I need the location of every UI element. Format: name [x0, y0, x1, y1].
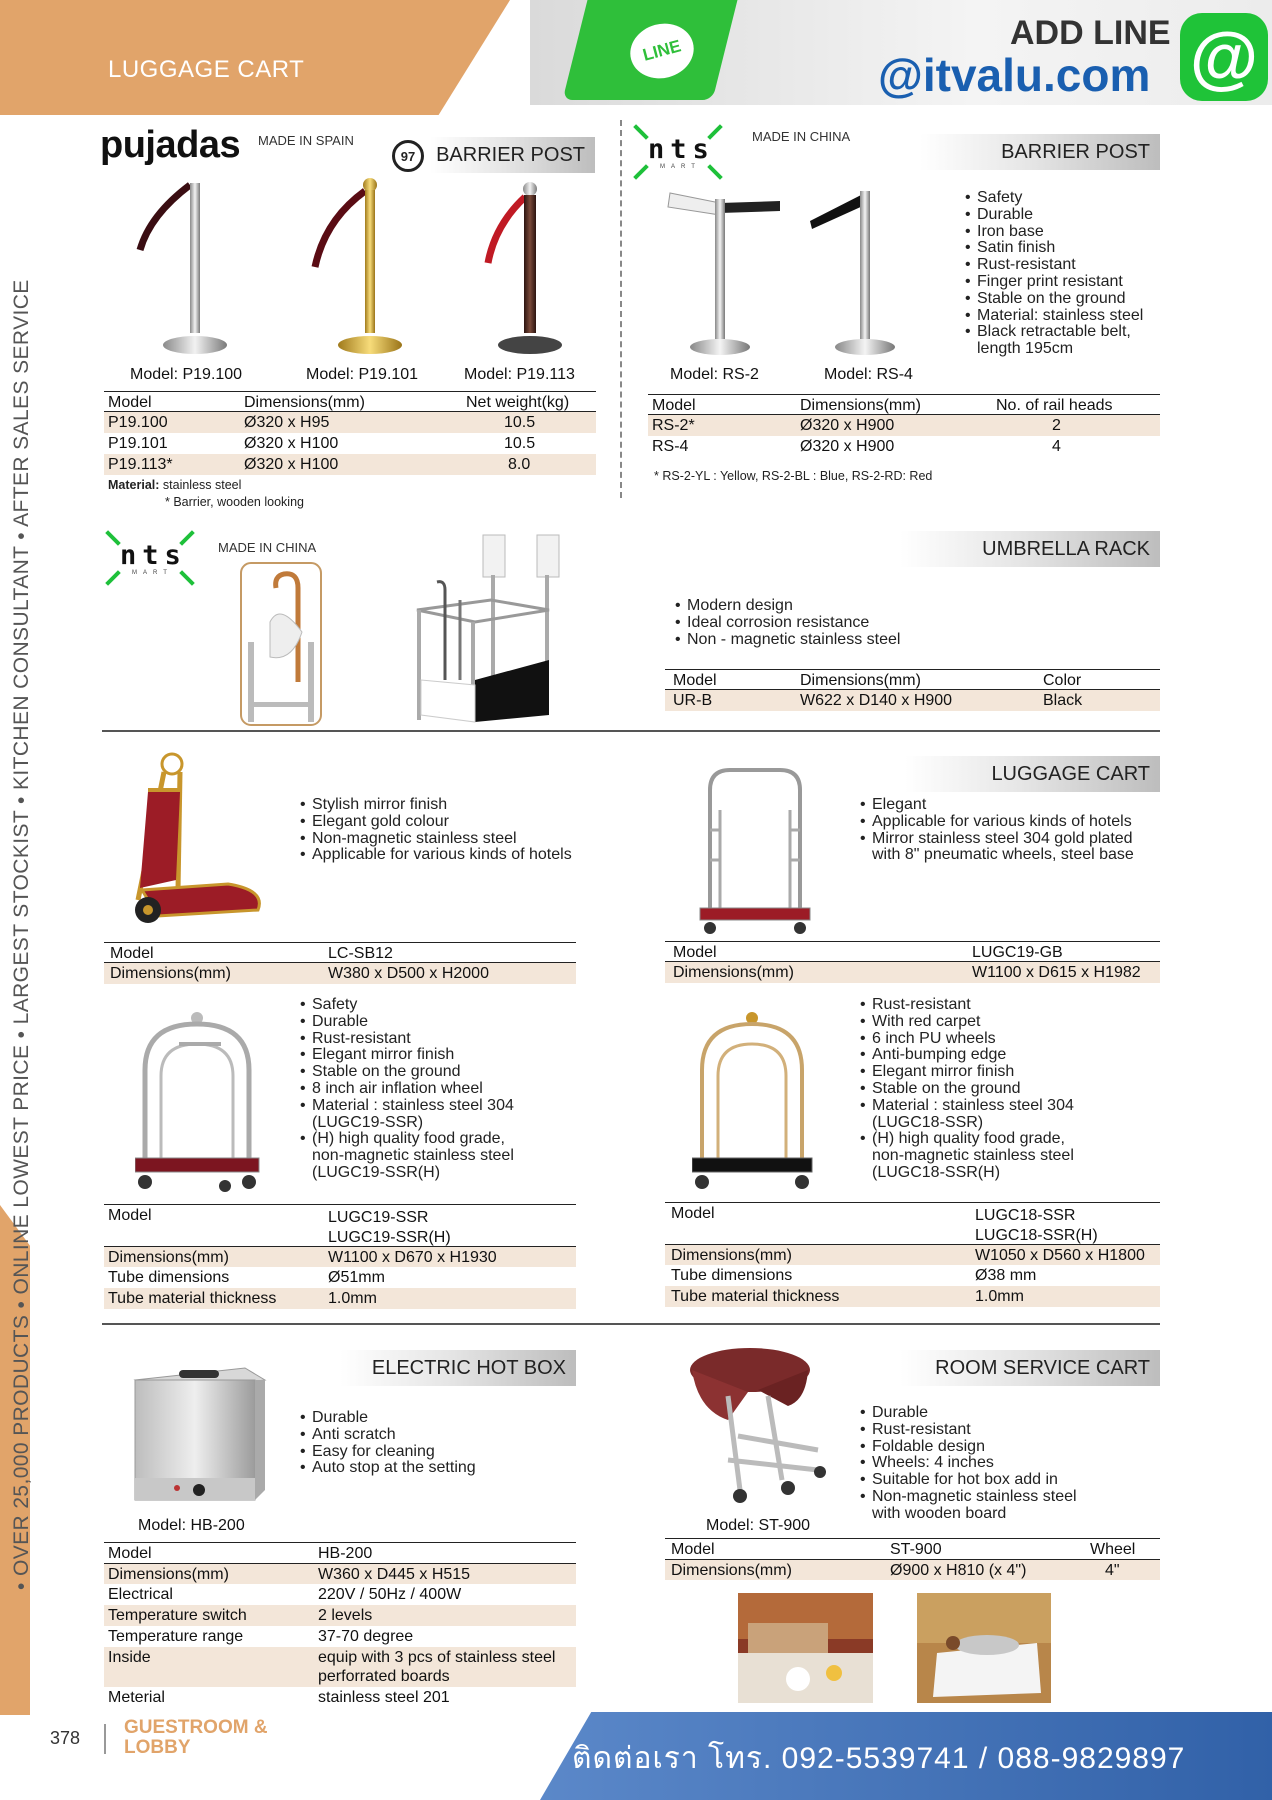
model-caption: Model: RS-2 [670, 366, 759, 383]
table-cell: W360 x D445 x H515 [318, 1566, 471, 1583]
made-in-label: MADE IN CHINA [218, 540, 317, 555]
table-cell: UR-B [673, 692, 713, 709]
gold-luggage-trolley-image [118, 750, 268, 928]
feature-item: • Applicable for various kinds of hotels [300, 847, 572, 864]
table-cell: Ø320 x H100 [244, 456, 339, 473]
feature-item: • Elegant gold colour [300, 814, 572, 831]
feature-item: • Durable [860, 1405, 1077, 1422]
table-cell: Ø38 mm [975, 1267, 1037, 1284]
feature-item-continued: length 195cm [977, 340, 1074, 358]
table-cell: RS-4 [652, 438, 689, 455]
column-header: ST-900 [890, 1541, 942, 1558]
table-cell: 10.5 [504, 435, 536, 452]
column-header: Model [671, 1541, 715, 1558]
table-row [665, 690, 1160, 711]
feature-item: • Suitable for hot box add in [860, 1472, 1077, 1489]
table-row [104, 1605, 576, 1626]
spec-table-nts [648, 394, 1160, 457]
feature-item: • Iron base [965, 224, 1143, 241]
feature-item: • Non-magnetic stainless steel [860, 1489, 1077, 1506]
features-list [860, 1405, 1077, 1523]
features-list [860, 797, 1134, 864]
features-list [300, 797, 572, 864]
feature-item: • (H) high quality food grade, [300, 1131, 514, 1148]
table-cell: HB-200 [318, 1545, 373, 1562]
heading-room-service-cart: ROOM SERVICE CART [900, 1350, 1160, 1386]
table-cell: Ø51mm [328, 1269, 385, 1286]
feature-item: • Stable on the ground [965, 291, 1143, 308]
table-cell: 220V / 50Hz / 400W [318, 1586, 462, 1603]
table-cell: Dimensions(mm) [108, 1249, 229, 1266]
feature-item: • Finger print resistant [965, 274, 1143, 291]
model-caption: Model: HB-200 [138, 1517, 245, 1534]
table-header-row [665, 1538, 1160, 1559]
heading-umbrella-rack: UMBRELLA RACK [900, 531, 1160, 567]
spec-table-lugc19-ssr [104, 1204, 576, 1309]
features-list [675, 598, 900, 648]
feature-item: • Safety [300, 997, 514, 1014]
footer-section [124, 1718, 268, 1758]
model-caption: Model: P19.100 [130, 366, 243, 383]
feature-item: • Rust-resistant [300, 1031, 514, 1048]
feature-item: • Material: stainless steel [965, 308, 1143, 325]
feature-item: • Material : stainless steel 304 [860, 1098, 1074, 1115]
contact-phone[interactable]: ติดต่อเรา โทร. 092-5539741 / 088-9829897 [572, 1742, 1186, 1775]
table-cell: Dimensions(mm) [671, 1562, 792, 1579]
electric-hot-box-image [125, 1360, 275, 1510]
nts-logo-text: nts [120, 540, 187, 571]
feature-item: • Durable [300, 1410, 476, 1427]
table-cell: Dimensions(mm) [671, 1247, 792, 1264]
feature-item: • Applicable for various kinds of hotels [860, 814, 1134, 831]
footer-section-line: GUESTROOM & [124, 1717, 268, 1738]
table-cell: LUGC18-SSR [975, 1207, 1076, 1224]
feature-item: • Rust-resistant [860, 997, 1074, 1014]
line-id[interactable]: @itvalu.com [878, 49, 1151, 101]
feature-item: • Rust-resistant [860, 1422, 1077, 1439]
retractable-posts-image [660, 185, 920, 360]
birdcage-cart-silver-image [135, 1010, 270, 1195]
table-cell: LUGC18-SSR(H) [975, 1227, 1098, 1244]
table-row [104, 1647, 576, 1687]
section-divider [102, 730, 1160, 732]
table-cell: P19.100 [108, 414, 168, 431]
table-row [104, 1542, 576, 1563]
divider [620, 120, 622, 498]
model-caption: Model: P19.101 [306, 366, 419, 383]
column-header: Model [652, 397, 696, 414]
model-caption: Model: ST-900 [706, 1517, 811, 1534]
feature-item: • Non-magnetic stainless steel [300, 831, 572, 848]
feature-item: • Stylish mirror finish [300, 797, 572, 814]
page-number: 378 [50, 1728, 81, 1748]
feature-item: • Black retractable belt, [965, 324, 1143, 341]
table-row [104, 963, 576, 984]
features-list [300, 1410, 476, 1477]
umbrella-detail-image [240, 562, 322, 726]
table-header-row [648, 394, 1160, 415]
table-cell: Model [108, 1207, 152, 1224]
table-cell: 10.5 [504, 414, 536, 431]
model-caption: Model: P19.113 [464, 366, 575, 383]
spec-table-hot-box [104, 1542, 576, 1708]
spec-table-lugc18-ssr [665, 1202, 1160, 1307]
feature-item: • 8 inch air inflation wheel [300, 1081, 514, 1098]
table-cell: Model [673, 944, 717, 961]
table-cell: Electrical [108, 1586, 173, 1603]
table-row [665, 962, 1160, 983]
barrier-posts-image [110, 175, 600, 360]
room-photo-2 [917, 1593, 1051, 1703]
table-cell: Ø320 x H100 [244, 435, 339, 452]
feature-item: • Wheels: 4 inches [860, 1455, 1077, 1472]
table-row [104, 1687, 576, 1708]
column-header: Dimensions(mm) [800, 397, 921, 414]
column-header: Net weight(kg) [466, 394, 570, 411]
spec-table-room-service [665, 1538, 1160, 1580]
table-row [104, 454, 596, 475]
umbrella-rack-image [415, 530, 565, 725]
spec-table-lugc19-gb [665, 941, 1160, 983]
table-cell: Black [1043, 692, 1083, 709]
table-cell: LC-SB12 [328, 945, 393, 962]
column-header: Color [1043, 672, 1082, 689]
table-cell: 1.0mm [328, 1290, 377, 1307]
table-header-row [104, 391, 596, 412]
nts-logo-sub: MART [132, 570, 173, 576]
feature-item: • Stable on the ground [300, 1064, 514, 1081]
feature-item: • Safety [965, 190, 1143, 207]
feature-item: • Mirror stainless steel 304 gold plated [860, 831, 1134, 848]
column-header: Dimensions(mm) [800, 672, 921, 689]
table-cell: Temperature range [108, 1628, 244, 1645]
nts-logo [632, 124, 724, 174]
table-row [665, 1265, 1160, 1286]
table-cell: 37-70 degree [318, 1628, 414, 1645]
heading-luggage-cart: LUGGAGE CART [905, 756, 1160, 792]
feature-item: • Elegant mirror finish [860, 1064, 1074, 1081]
table-cell: 2 [1052, 417, 1061, 434]
table-cell: Temperature switch [108, 1607, 247, 1624]
table-row [104, 1288, 576, 1309]
table-cell: Inside [108, 1649, 151, 1666]
feature-item: • With red carpet [860, 1014, 1074, 1031]
table-cell: RS-2* [652, 417, 695, 434]
heading-barrier-post: BARRIER POST [430, 137, 595, 173]
room-service-cart-image [688, 1340, 838, 1515]
table-row [104, 433, 596, 454]
feature-item: • Auto stop at the setting [300, 1460, 476, 1477]
table-cell: Tube material thickness [108, 1290, 277, 1307]
feature-item: • Material : stainless steel 304 [300, 1098, 514, 1115]
table-cell: stainless steel 201 [318, 1689, 450, 1706]
table-cell: Tube material thickness [671, 1288, 840, 1305]
column-header: No. of rail heads [996, 397, 1113, 414]
table-row [665, 1244, 1160, 1265]
feature-item-continued: (LUGC18-SSR) [872, 1113, 984, 1131]
add-line-text: ADD LINE [1010, 14, 1171, 52]
features-list [965, 190, 1143, 358]
feature-item: • Durable [300, 1014, 514, 1031]
table-row [648, 415, 1160, 436]
table-row [104, 1246, 576, 1267]
feature-item-continued: with wooden board [872, 1504, 1007, 1522]
table-row [665, 1559, 1160, 1580]
table-cell: Model [671, 1205, 715, 1222]
feature-item: • Elegant [860, 797, 1134, 814]
room-photo-1 [738, 1593, 873, 1703]
table-cell: W380 x D500 x H2000 [328, 965, 489, 982]
table-header-row [665, 669, 1160, 690]
column-header: Wheel [1090, 1541, 1136, 1558]
nts-logo-text: nts [648, 134, 715, 165]
feature-item-continued: (LUGC19-SSR) [312, 1113, 424, 1131]
table-cell: Ø320 x H95 [244, 414, 330, 431]
table-model-row [665, 1202, 1160, 1244]
table-row [665, 941, 1160, 962]
spec-table-lc-sb12 [104, 942, 576, 984]
features-list [860, 997, 1074, 1182]
table-cell: 4" [1105, 1562, 1120, 1579]
column-header: Model [108, 394, 152, 411]
table-cell: Tube dimensions [671, 1267, 793, 1284]
table-cell: LUGC19-SSR [328, 1209, 429, 1226]
spec-table-pujadas [104, 391, 596, 475]
table-row [648, 436, 1160, 457]
feature-item: • Easy for cleaning [300, 1444, 476, 1461]
spec-table-umbrella [665, 669, 1160, 711]
table-cell: W1050 x D560 x H1800 [975, 1247, 1145, 1264]
page-title: LUGGAGE CART [108, 56, 305, 83]
table-cell: Model [108, 1545, 152, 1562]
table-row [104, 942, 576, 963]
heading-barrier-post: BARRIER POST [920, 134, 1160, 170]
material-label: Material: [108, 478, 160, 492]
table-cell: 1.0mm [975, 1288, 1024, 1305]
feature-item-continued: non-magnetic stainless steel [312, 1147, 514, 1165]
table-cell: W1100 x D670 x H1930 [328, 1249, 497, 1266]
pujadas-logo: pujadas [100, 124, 241, 166]
side-slogan: • OVER 25,000 PRODUCTS • ONLINE LOWEST PRICE • LARGEST STOCKIST • KITCHEN CONSULTANT • AFTER SALES SERVICE [10, 279, 33, 1590]
table-row [104, 412, 596, 433]
table-cell: Meterial [108, 1689, 165, 1706]
line-logo-icon: LINE [624, 17, 700, 86]
section-divider [102, 1323, 1160, 1325]
table-cell: Tube dimensions [108, 1269, 230, 1286]
table-row [104, 1267, 576, 1288]
table-cell: equip with 3 pcs of stainless steel [318, 1649, 556, 1666]
feature-item: • Satin finish [965, 240, 1143, 257]
table-cell: Model [110, 945, 154, 962]
feature-item-continued: (LUGC18-SSR(H) [872, 1163, 1001, 1181]
material-value: stainless steel [162, 478, 242, 492]
table-cell: 2 levels [318, 1607, 373, 1624]
feature-item: • 6 inch PU wheels [860, 1031, 1074, 1048]
nts-logo [104, 530, 196, 580]
table-cell: P19.101 [108, 435, 168, 452]
made-in-label: MADE IN SPAIN [258, 133, 354, 148]
table-cell: W622 x D140 x H900 [800, 692, 953, 709]
model-caption: Model: RS-4 [824, 366, 913, 383]
feature-item: • Foldable design [860, 1439, 1077, 1456]
heading-electric-hot-box: ELECTRIC HOT BOX [340, 1350, 576, 1386]
feature-item: • Non - magnetic stainless steel [675, 632, 900, 649]
column-header: Dimensions(mm) [244, 394, 365, 411]
footnote: * Barrier, wooden looking [165, 495, 304, 509]
table-cell: Dimensions(mm) [110, 965, 231, 982]
features-list [300, 997, 514, 1182]
feature-item: • Stable on the ground [860, 1081, 1074, 1098]
table-cell: LUGC19-SSR(H) [328, 1229, 451, 1246]
feature-item: • (H) high quality food grade, [860, 1131, 1074, 1148]
table-cell: perforrated boards [318, 1668, 450, 1685]
table-cell: 4 [1052, 438, 1061, 455]
table-cell: Dimensions(mm) [108, 1566, 229, 1583]
footer-separator [104, 1724, 106, 1754]
table-cell: Ø900 x H810 (x 4") [890, 1562, 1027, 1579]
feature-item: • Anti scratch [300, 1427, 476, 1444]
table-row [104, 1626, 576, 1647]
birdcage-cart-gold-image [692, 1010, 822, 1195]
footer-section-line: LOBBY [124, 1737, 191, 1758]
footnote: * RS-2-YL : Yellow, RS-2-BL : Blue, RS-2-RD: Red [654, 469, 933, 483]
feature-item-continued: (LUGC19-SSR(H) [312, 1163, 441, 1181]
table-cell: Dimensions(mm) [673, 964, 794, 981]
table-row [104, 1563, 576, 1584]
table-cell: W1100 x D615 x H1982 [972, 964, 1141, 981]
table-cell: LUGC19-GB [972, 944, 1063, 961]
nts-logo-sub: MART [660, 164, 701, 170]
feature-item: • Ideal corrosion resistance [675, 615, 900, 632]
column-header: Model [673, 672, 717, 689]
badge-97-icon: 97 [392, 140, 424, 172]
feature-item: • Elegant mirror finish [300, 1047, 514, 1064]
feature-item: • Durable [965, 207, 1143, 224]
made-in-label: MADE IN CHINA [752, 129, 851, 144]
table-cell: Ø320 x H900 [800, 438, 895, 455]
material-note [108, 478, 241, 492]
table-cell: 8.0 [508, 456, 531, 473]
feature-item-continued: with 8" pneumatic wheels, steel base [872, 846, 1134, 864]
at-sign-icon: @ [1180, 13, 1268, 101]
table-row [104, 1584, 576, 1605]
feature-item: • Rust-resistant [965, 257, 1143, 274]
feature-item: • Anti-bumping edge [860, 1047, 1074, 1064]
table-cell: P19.113* [108, 456, 173, 473]
table-row [665, 1286, 1160, 1307]
luggage-cart-gb-image [690, 760, 820, 935]
feature-item: • Modern design [675, 598, 900, 615]
table-cell: Ø320 x H900 [800, 417, 895, 434]
table-model-row [104, 1204, 576, 1246]
feature-item-continued: non-magnetic stainless steel [872, 1147, 1074, 1165]
